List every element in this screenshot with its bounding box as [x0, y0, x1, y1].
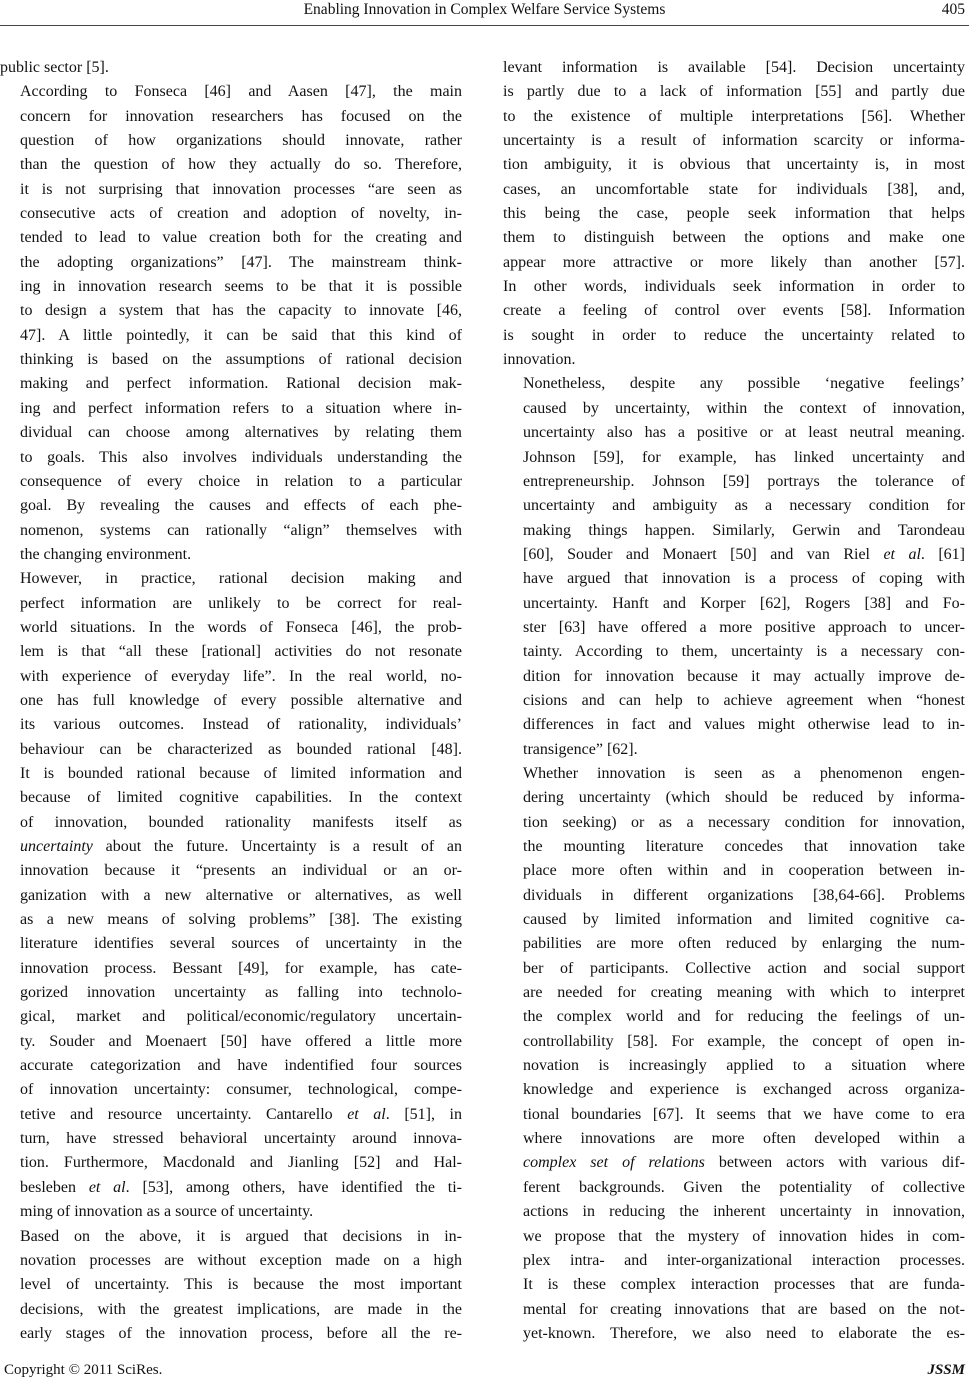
text-line: behaviour can be characterized as bounded rational [48].	[20, 740, 462, 758]
italic-text: et al	[883, 545, 921, 563]
text-line: mental for creating innovations that are based on the not-	[523, 1300, 965, 1318]
text-line: early stages of the innovation process, before all the re-	[20, 1324, 462, 1342]
text-line: the adopting organizations” [47]. The mainstream think-	[20, 253, 462, 271]
paragraph	[0, 567, 462, 1224]
text-line: as a new means of solving problems” [38]. The existing	[20, 911, 462, 929]
text-line: with experience of everyday life”. In the real world, no-	[20, 667, 462, 685]
text-line: accurate categorization and have indentified four sources	[20, 1057, 462, 1075]
text-line: uncertainty about the future. Uncertainty is a result of an	[20, 838, 462, 855]
text-line: lem is that “all these [rational] activities do not resonate	[20, 643, 462, 661]
text-line: public sector [5].	[0, 59, 109, 76]
text-line: is partly due to a lack of information [55] and partly due	[503, 83, 965, 101]
text-line: [60], Souder and Monaert [50] and van Riel et al. [61]	[523, 545, 965, 563]
header-rule	[0, 25, 969, 26]
text-line: besleben et al. [53], among others, have identified the ti-	[20, 1178, 462, 1196]
text-line: turn, have stressed behavioral uncertainty around innova-	[20, 1130, 462, 1148]
text-line: innovation process. Bessant [49], for example, has cate-	[20, 959, 462, 977]
text-line: It is these complex interaction processes that are funda-	[523, 1276, 965, 1294]
text-line: knowledge and experience is exchanged across organiza-	[523, 1081, 965, 1099]
text-line: it is not surprising that innovation processes “are seen as	[20, 180, 462, 198]
text-line: caused by uncertainty, within the context of innovation,	[523, 399, 965, 417]
italic-text: uncertainty	[20, 838, 93, 855]
text-line: complex set of relations between actors with various dif-	[523, 1154, 965, 1172]
text-line: tion ambiguity, it is obvious that uncertainty is, in most	[503, 156, 965, 174]
text-line: goal. By revealing the causes and effects of each phe-	[20, 497, 462, 515]
text-line: pabilities are more often reduced by enlarging the num-	[523, 935, 965, 953]
page-number: 405	[941, 1, 965, 18]
text-line: cisions and can help to achieve agreement when “honest	[523, 691, 965, 709]
text-line: uncertainty also has a positive or at least neutral meaning.	[523, 424, 965, 442]
text-line: literature identifies several sources of uncertainty in the	[20, 935, 462, 953]
text-line: this being the case, people seek information that helps	[503, 205, 965, 223]
text-line: its various outcomes. Instead of rationality, individuals’	[20, 716, 462, 734]
text-line: transigence” [62].	[523, 740, 638, 758]
paragraph	[503, 372, 965, 762]
text-line: appear more attractive or more likely than another [57].	[503, 253, 965, 271]
text-line: than the question of how they actually do so. Therefore,	[20, 156, 462, 174]
text-line: making and perfect information. Rational decision mak-	[20, 375, 462, 393]
text-line: the mounting literature concedes that innovation take	[523, 838, 965, 855]
text-line: According to Fonseca [46] and Aasen [47], the main	[20, 83, 462, 101]
text-line: actions in reducing the inherent uncertainty in innovation,	[523, 1203, 965, 1221]
text-line: consequence of every choice in relation to a particular	[20, 472, 462, 490]
text-line: It is bounded rational because of limited information and	[20, 764, 462, 782]
paragraph	[0, 80, 462, 567]
text-line: of innovation uncertainty: consumer, technological, compe-	[20, 1081, 462, 1099]
text-line: is sought in order to reduce the uncertainty related to	[503, 326, 965, 344]
left-column	[0, 56, 462, 1346]
text-line: controllability [58]. For example, the concept of open in-	[523, 1032, 965, 1050]
text-line: cases, an uncomfortable state for individuals [38], and,	[503, 180, 965, 198]
text-line: consecutive acts of creation and adoption of novelty, in-	[20, 205, 462, 223]
text-line: novation processes are without exception made on a high	[20, 1251, 462, 1269]
text-line: ster [63] have offered a more positive approach to uncer-	[523, 618, 965, 636]
text-line: to the existence of multiple interpretations [56]. Whether	[503, 107, 965, 125]
text-line: decisions, with the greatest implications, are made in the	[20, 1300, 462, 1318]
text-line: 47]. A little pointedly, it can be said that this kind of	[20, 326, 462, 344]
text-line: levant information is available [54]. Decision uncertainty	[503, 59, 965, 76]
text-line: nomenon, systems can rationally “align” themselves with	[20, 521, 462, 539]
text-line: tion. Furthermore, Macdonald and Jianling [52] and Hal-	[20, 1154, 462, 1172]
journal-abbreviation: JSSM	[927, 1362, 965, 1378]
text-line: uncertainty is a result of information scarcity or informa-	[503, 132, 965, 150]
text-line: gorized innovation uncertainty as falling into technolo-	[20, 984, 462, 1002]
paragraph	[503, 762, 965, 1346]
text-line: question of how organizations should innovate, rather	[20, 132, 462, 150]
paragraph	[0, 56, 462, 80]
text-line: level of uncertainty. This is because the most important	[20, 1276, 462, 1294]
text-line: However, in practice, rational decision making and	[20, 570, 462, 588]
text-line: ing in innovation research seems to be that it is possible	[20, 278, 462, 296]
paragraph	[0, 1225, 462, 1347]
copyright-notice: Copyright © 2011 SciRes.	[4, 1362, 163, 1378]
paragraph	[503, 56, 965, 372]
italic-text: complex set of relations	[523, 1154, 705, 1172]
running-header	[0, 0, 969, 26]
text-line: are needed for creating meaning with which to interpret	[523, 984, 965, 1002]
text-line: caused by limited information and limited cognitive ca-	[523, 911, 965, 929]
italic-text: et al	[88, 1178, 126, 1196]
text-line: Whether innovation is seen as a phenomenon engen-	[523, 764, 965, 782]
text-line: where innovations are more often developed within a	[523, 1130, 965, 1148]
text-line: because of limited cognitive capabilities. In the context	[20, 789, 462, 807]
text-line: the complex world and for reducing the feelings of un-	[523, 1008, 965, 1026]
running-title: Enabling Innovation in Complex Welfare Service Systems	[303, 1, 666, 18]
text-line: dering uncertainty (which should be reduced by informa-	[523, 789, 965, 807]
text-line: ming of innovation as a source of uncertainty.	[20, 1203, 314, 1221]
text-line: tetive and resource uncertainty. Cantarello et al. [51], in	[20, 1105, 462, 1123]
text-line: Johnson [59], for example, has linked uncertainty and	[523, 448, 965, 466]
text-line: tional boundaries [67]. It seems that we have come to era	[523, 1105, 965, 1123]
text-line: ty. Souder and Moenaert [50] have offered a little more	[20, 1032, 462, 1050]
text-line: uncertainty. Hanft and Korper [62], Rogers [38] and Fo-	[523, 594, 965, 612]
text-line: gical, market and political/economic/regulatory uncertain-	[20, 1008, 462, 1026]
text-line: of innovation, bounded rationality manifests itself as	[20, 813, 462, 831]
text-line: uncertainty and ambiguity as a necessary condition for	[523, 497, 965, 515]
text-line: we propose that the mystery of innovation hides in com-	[523, 1227, 965, 1245]
text-line: dividual can choose among alternatives by relating them	[20, 424, 462, 442]
text-line: ber of participants. Collective action and social support	[523, 959, 965, 977]
text-line: thinking is based on the assumptions of rational decision	[20, 351, 462, 369]
text-line: one has full knowledge of every possible alternative and	[20, 691, 462, 709]
text-line: dition for innovation because it may actually improve de-	[523, 667, 965, 685]
text-line: have argued that innovation is a process of coping with	[523, 570, 965, 588]
text-line: differences in fact and values might otherwise lead to in-	[523, 716, 965, 734]
text-line: dividuals in different organizations [38,64-66]. Problems	[523, 886, 965, 904]
text-line: Nonetheless, despite any possible ‘negative feelings’	[523, 375, 965, 393]
text-line: innovation because it “presents an individual or an or-	[20, 862, 462, 880]
text-line: perfect information are unlikely to be correct for real-	[20, 594, 462, 612]
text-line: the changing environment.	[20, 545, 192, 563]
text-line: to goals. This also involves individuals understanding the	[20, 448, 462, 466]
text-line: to design a system that has the capacity to innovate [46,	[20, 302, 462, 320]
text-line: novation is increasingly applied to a situation where	[523, 1057, 965, 1075]
text-line: concern for innovation researchers has focused on the	[20, 107, 462, 125]
text-line: innovation.	[503, 351, 576, 369]
text-line: yet-known. Therefore, we also need to elaborate the es-	[523, 1324, 965, 1342]
text-line: tainty. According to them, uncertainty is a necessary con-	[523, 643, 965, 661]
text-line: ing and perfect information refers to a situation where in-	[20, 399, 462, 417]
text-line: place more often within and in cooperation between in-	[523, 862, 965, 880]
right-column	[503, 56, 965, 1346]
text-line: world situations. In the words of Fonseca [46], the prob-	[20, 618, 462, 636]
text-line: tion seeking) or as a necessary condition for innovation,	[523, 813, 965, 831]
text-line: Based on the above, it is argued that decisions in in-	[20, 1227, 462, 1245]
text-line: ganization with a new alternative or alternatives, as well	[20, 886, 462, 904]
text-line: In other words, individuals seek information in order to	[503, 278, 965, 296]
text-line: tended to lead to value creation both for the creating and	[20, 229, 462, 247]
text-line: them to distinguish between the options and make one	[503, 229, 965, 247]
text-line: making things happen. Similarly, Gerwin and Tarondeau	[523, 521, 965, 539]
text-line: plex intra- and inter-organizational interaction processes.	[523, 1251, 965, 1269]
italic-text: et al	[347, 1105, 386, 1123]
text-line: create a feeling of control over events [58]. Information	[503, 302, 965, 320]
text-line: ferent backgrounds. Given the potentiality of collective	[523, 1178, 965, 1196]
text-line: entrepreneurship. Johnson [59] portrays the tolerance of	[523, 472, 965, 490]
